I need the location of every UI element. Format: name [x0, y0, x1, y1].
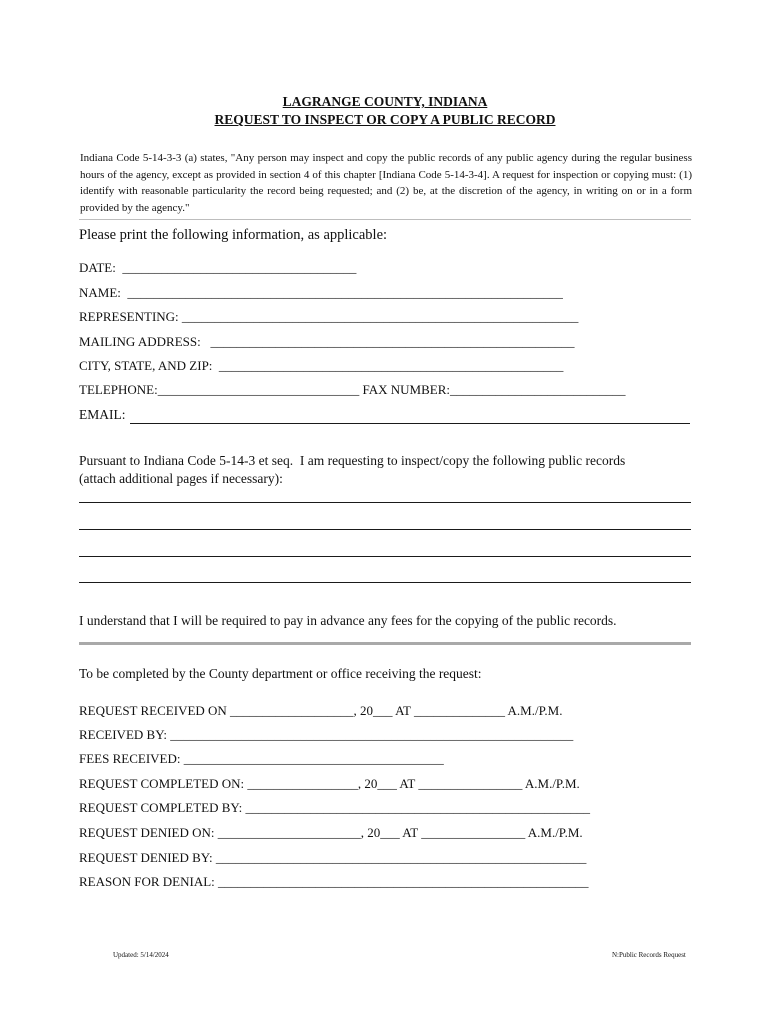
section-divider	[79, 219, 691, 220]
email-label: EMAIL:	[79, 407, 126, 422]
form-title: REQUEST TO INSPECT OR COPY A PUBLIC RECORD	[214, 112, 556, 127]
requester-instructions: Please print the following information, as applicable:	[79, 227, 388, 243]
section-divider-thick	[79, 642, 691, 645]
email-field[interactable]	[130, 423, 690, 424]
file-path: N:Public Records Request	[612, 951, 686, 959]
request-denied-on-field[interactable]: REQUEST DENIED ON: ______________________, 20___ AT ________________ A.M./P.M.	[79, 825, 583, 840]
records-line[interactable]	[79, 502, 691, 503]
statute-paragraph: Indiana Code 5-14-3-3 (a) states, "Any person may inspect and copy the public records of any public agency during the regular business hours of the agency, except as provided in section 4 of this chapter [Indiana Code 5-14-3-4]. A request for inspection or copying must: (1) identify with reasonable particularity the record being requested; and (2) be, at the discretion of the agency, in writing on or in a form provided by the agency."	[80, 152, 692, 214]
reason-for-denial-field[interactable]: REASON FOR DENIAL: _________________________________________________________	[79, 874, 589, 889]
records-request-text: Pursuant to Indiana Code 5-14-3 et seq. I am requesting to inspect/copy the following public records	[79, 453, 626, 468]
fees-received-field[interactable]: FEES RECEIVED: ________________________________________	[79, 751, 444, 766]
request-completed-by-field[interactable]: REQUEST COMPLETED BY: _____________________________________________________	[79, 800, 590, 815]
request-completed-on-field[interactable]: REQUEST COMPLETED ON: _________________, 20___ AT ________________ A.M./P.M.	[79, 776, 580, 791]
telephone-fax-field[interactable]: TELEPHONE:_______________________________ FAX NUMBER:___________________________	[79, 382, 626, 397]
updated-date: Updated: 5/14/2024	[113, 951, 169, 959]
records-line[interactable]	[79, 582, 691, 583]
date-field[interactable]: DATE: ____________________________________	[79, 260, 357, 275]
county-heading: LAGRANGE COUNTY, INDIANA	[282, 94, 488, 109]
representing-field[interactable]: REPRESENTING: _____________________________________________________________	[79, 309, 579, 324]
request-denied-by-field[interactable]: REQUEST DENIED BY: _________________________________________________________	[79, 850, 587, 865]
records-line[interactable]	[79, 556, 691, 557]
city-state-zip-field[interactable]: CITY, STATE, AND ZIP: _____________________________________________________	[79, 358, 564, 373]
name-field[interactable]: NAME: ___________________________________________________________________	[79, 285, 563, 300]
mailing-address-field[interactable]: MAILING ADDRESS: ________________________________________________________	[79, 334, 575, 349]
records-line[interactable]	[79, 529, 691, 530]
fees-notice: I understand that I will be required to pay in advance any fees for the copying of the public records.	[79, 613, 617, 628]
received-by-field[interactable]: RECEIVED BY: ______________________________________________________________	[79, 727, 574, 742]
records-request-note: (attach additional pages if necessary):	[79, 471, 283, 486]
office-instructions: To be completed by the County department or office receiving the request:	[79, 666, 482, 681]
request-received-on-field[interactable]: REQUEST RECEIVED ON ___________________, 20___ AT ______________ A.M./P.M.	[79, 703, 563, 718]
